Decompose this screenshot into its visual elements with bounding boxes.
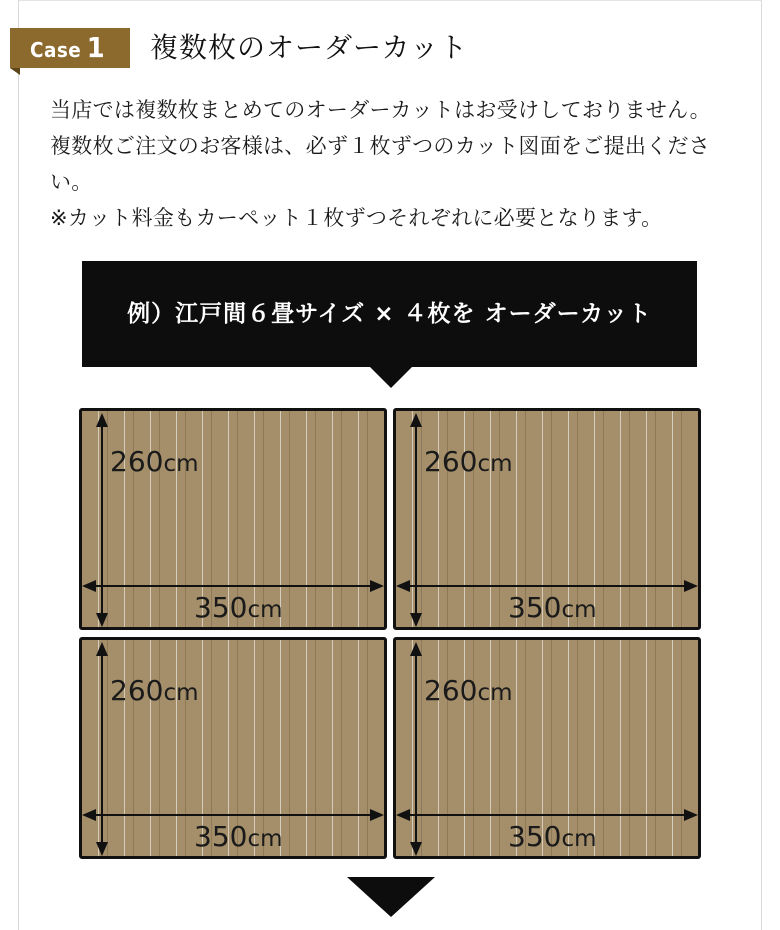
- height-label: [110, 676, 199, 708]
- width-unit: cm: [247, 597, 283, 623]
- case-badge-text: [30, 32, 105, 66]
- case-badge-number: 1: [86, 31, 106, 64]
- height-unit: cm: [163, 680, 199, 706]
- carpet-mat-4: [393, 637, 701, 859]
- width-value: 350: [508, 820, 562, 853]
- height-value: 260: [110, 445, 164, 478]
- height-unit: cm: [477, 451, 513, 477]
- width-unit: cm: [561, 826, 597, 852]
- height-label: [424, 447, 513, 479]
- description-line-1: 当店では複数枚まとめてのオーダーカットはお受けしておりません。: [50, 98, 711, 122]
- height-value: 260: [424, 445, 478, 478]
- width-value: 350: [508, 591, 562, 624]
- case-badge: [10, 28, 130, 68]
- width-label: [194, 593, 283, 625]
- height-label: [110, 447, 199, 479]
- height-value: 260: [424, 674, 478, 707]
- height-value: 260: [110, 674, 164, 707]
- description-line-3: ※カット料金もカーペット１枚ずつそれぞれに必要となります。: [50, 206, 663, 230]
- section-title: 複数枚のオーダーカット: [150, 31, 469, 64]
- description: [50, 92, 740, 236]
- banner-pointer-icon: [369, 366, 413, 388]
- width-label: [194, 822, 283, 854]
- height-label: [424, 676, 513, 708]
- width-value: 350: [194, 820, 248, 853]
- width-label: [508, 593, 597, 625]
- width-label: [508, 822, 597, 854]
- example-banner: 例）江戸間６畳サイズ × ４枚を オーダーカット: [82, 261, 697, 367]
- width-unit: cm: [561, 597, 597, 623]
- height-unit: cm: [163, 451, 199, 477]
- description-line-2: 複数枚ご注文のお客様は、必ず１枚ずつのカット図面をご提出くださ い。: [50, 134, 711, 194]
- down-arrow-icon: [347, 877, 435, 917]
- case-badge-fold: [10, 68, 20, 75]
- width-unit: cm: [247, 826, 283, 852]
- carpet-mat-2: [393, 408, 701, 630]
- case-badge-label: Case: [30, 38, 82, 62]
- carpet-mat-3: [79, 637, 387, 859]
- height-unit: cm: [477, 680, 513, 706]
- carpet-mat-1: [79, 408, 387, 630]
- width-value: 350: [194, 591, 248, 624]
